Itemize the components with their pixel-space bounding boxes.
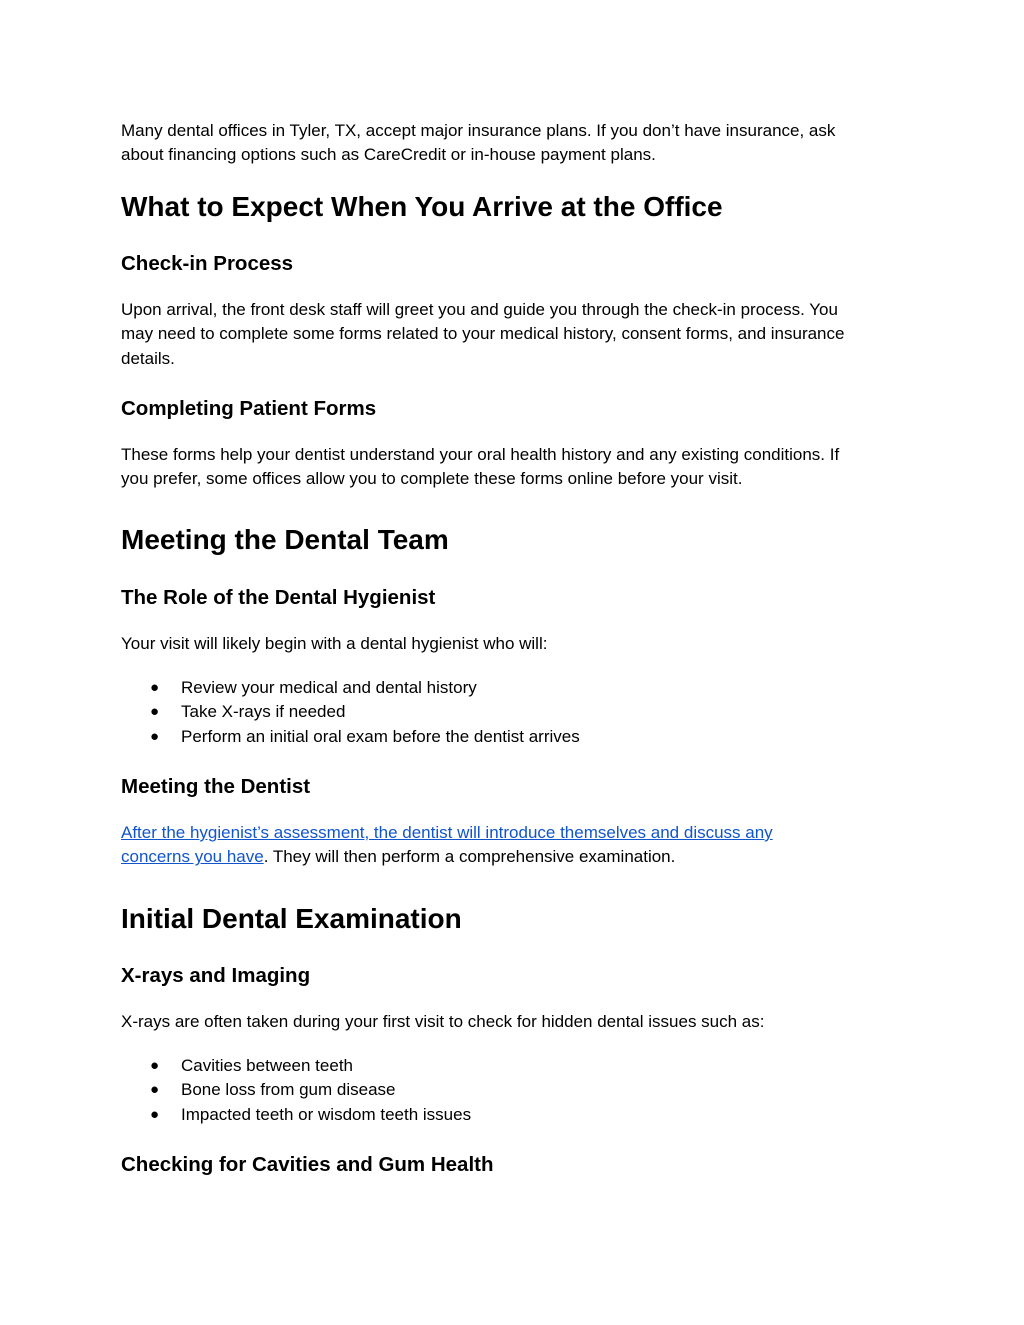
heading-check-in-process: Check-in Process <box>121 252 294 275</box>
bullet-icon: ● <box>150 679 160 696</box>
dentist-paragraph-rest: . They will then perform a comprehensive examination. <box>263 847 676 867</box>
list-item: ● Impacted teeth or wisdom teeth issues <box>121 1103 911 1127</box>
list-item: ● Take X-rays if needed <box>121 700 911 724</box>
hygienist-intro: Your visit will likely begin with a dental hygienist who will: <box>121 634 548 653</box>
xrays-bullet-list <box>121 1054 911 1127</box>
intro-line-2: about financing options such as CareCredit or in-house payment plans. <box>121 145 656 165</box>
list-item: ● Cavities between teeth <box>121 1054 911 1078</box>
bullet-icon: ● <box>150 1057 160 1074</box>
list-item: ● Bone loss from gum disease <box>121 1078 911 1102</box>
intro-paragraph <box>121 119 911 168</box>
check-in-line-3: details. <box>121 348 175 368</box>
bullet-icon: ● <box>150 703 160 721</box>
list-item: ● Perform an initial oral exam before the dentist arrives <box>121 725 911 749</box>
heading-xrays-imaging: X-rays and Imaging <box>121 964 311 987</box>
list-item: ● Review your medical and dental history <box>121 676 911 700</box>
heading-meeting-dentist: Meeting the Dentist <box>121 775 311 798</box>
xrays-intro: X-rays are often taken during your first visit to check for hidden dental issues such as: <box>121 1012 765 1031</box>
dentist-paragraph <box>121 821 911 870</box>
hygienist-bullet-list <box>121 676 911 749</box>
dentist-assessment-link-line-1[interactable]: After the hygienist’s assessment, the dentist will introduce themselves and discuss any <box>121 823 773 842</box>
heading-what-to-expect: What to Expect When You Arrive at the Office <box>121 191 723 222</box>
check-in-paragraph <box>121 298 911 371</box>
forms-paragraph <box>121 443 911 492</box>
bullet-icon: ● <box>150 1081 160 1099</box>
bullet-icon: ● <box>150 1105 160 1123</box>
heading-completing-patient-forms: Completing Patient Forms <box>121 397 377 420</box>
heading-checking-cavities-gum-health: Checking for Cavities and Gum Health <box>121 1153 494 1176</box>
heading-meeting-dental-team: Meeting the Dental Team <box>121 524 449 555</box>
heading-role-of-hygienist: The Role of the Dental Hygienist <box>121 586 436 609</box>
check-in-line-2: may need to complete some forms related to your medical history, consent forms, and insurance <box>121 324 845 344</box>
heading-initial-dental-exam: Initial Dental Examination <box>121 903 462 934</box>
dentist-assessment-link-line-2[interactable]: concerns you have <box>121 847 264 867</box>
bullet-icon: ● <box>150 727 160 745</box>
check-in-line-1: Upon arrival, the front desk staff will greet you and guide you through the check-in process. You <box>121 300 838 319</box>
intro-line-1: Many dental offices in Tyler, TX, accept major insurance plans. If you don’t have insurance, ask <box>121 121 836 140</box>
forms-line-2: you prefer, some offices allow you to complete these forms online before your visit. <box>121 469 743 489</box>
forms-line-1: These forms help your dentist understand your oral health history and any existing conditions. If <box>121 445 840 464</box>
